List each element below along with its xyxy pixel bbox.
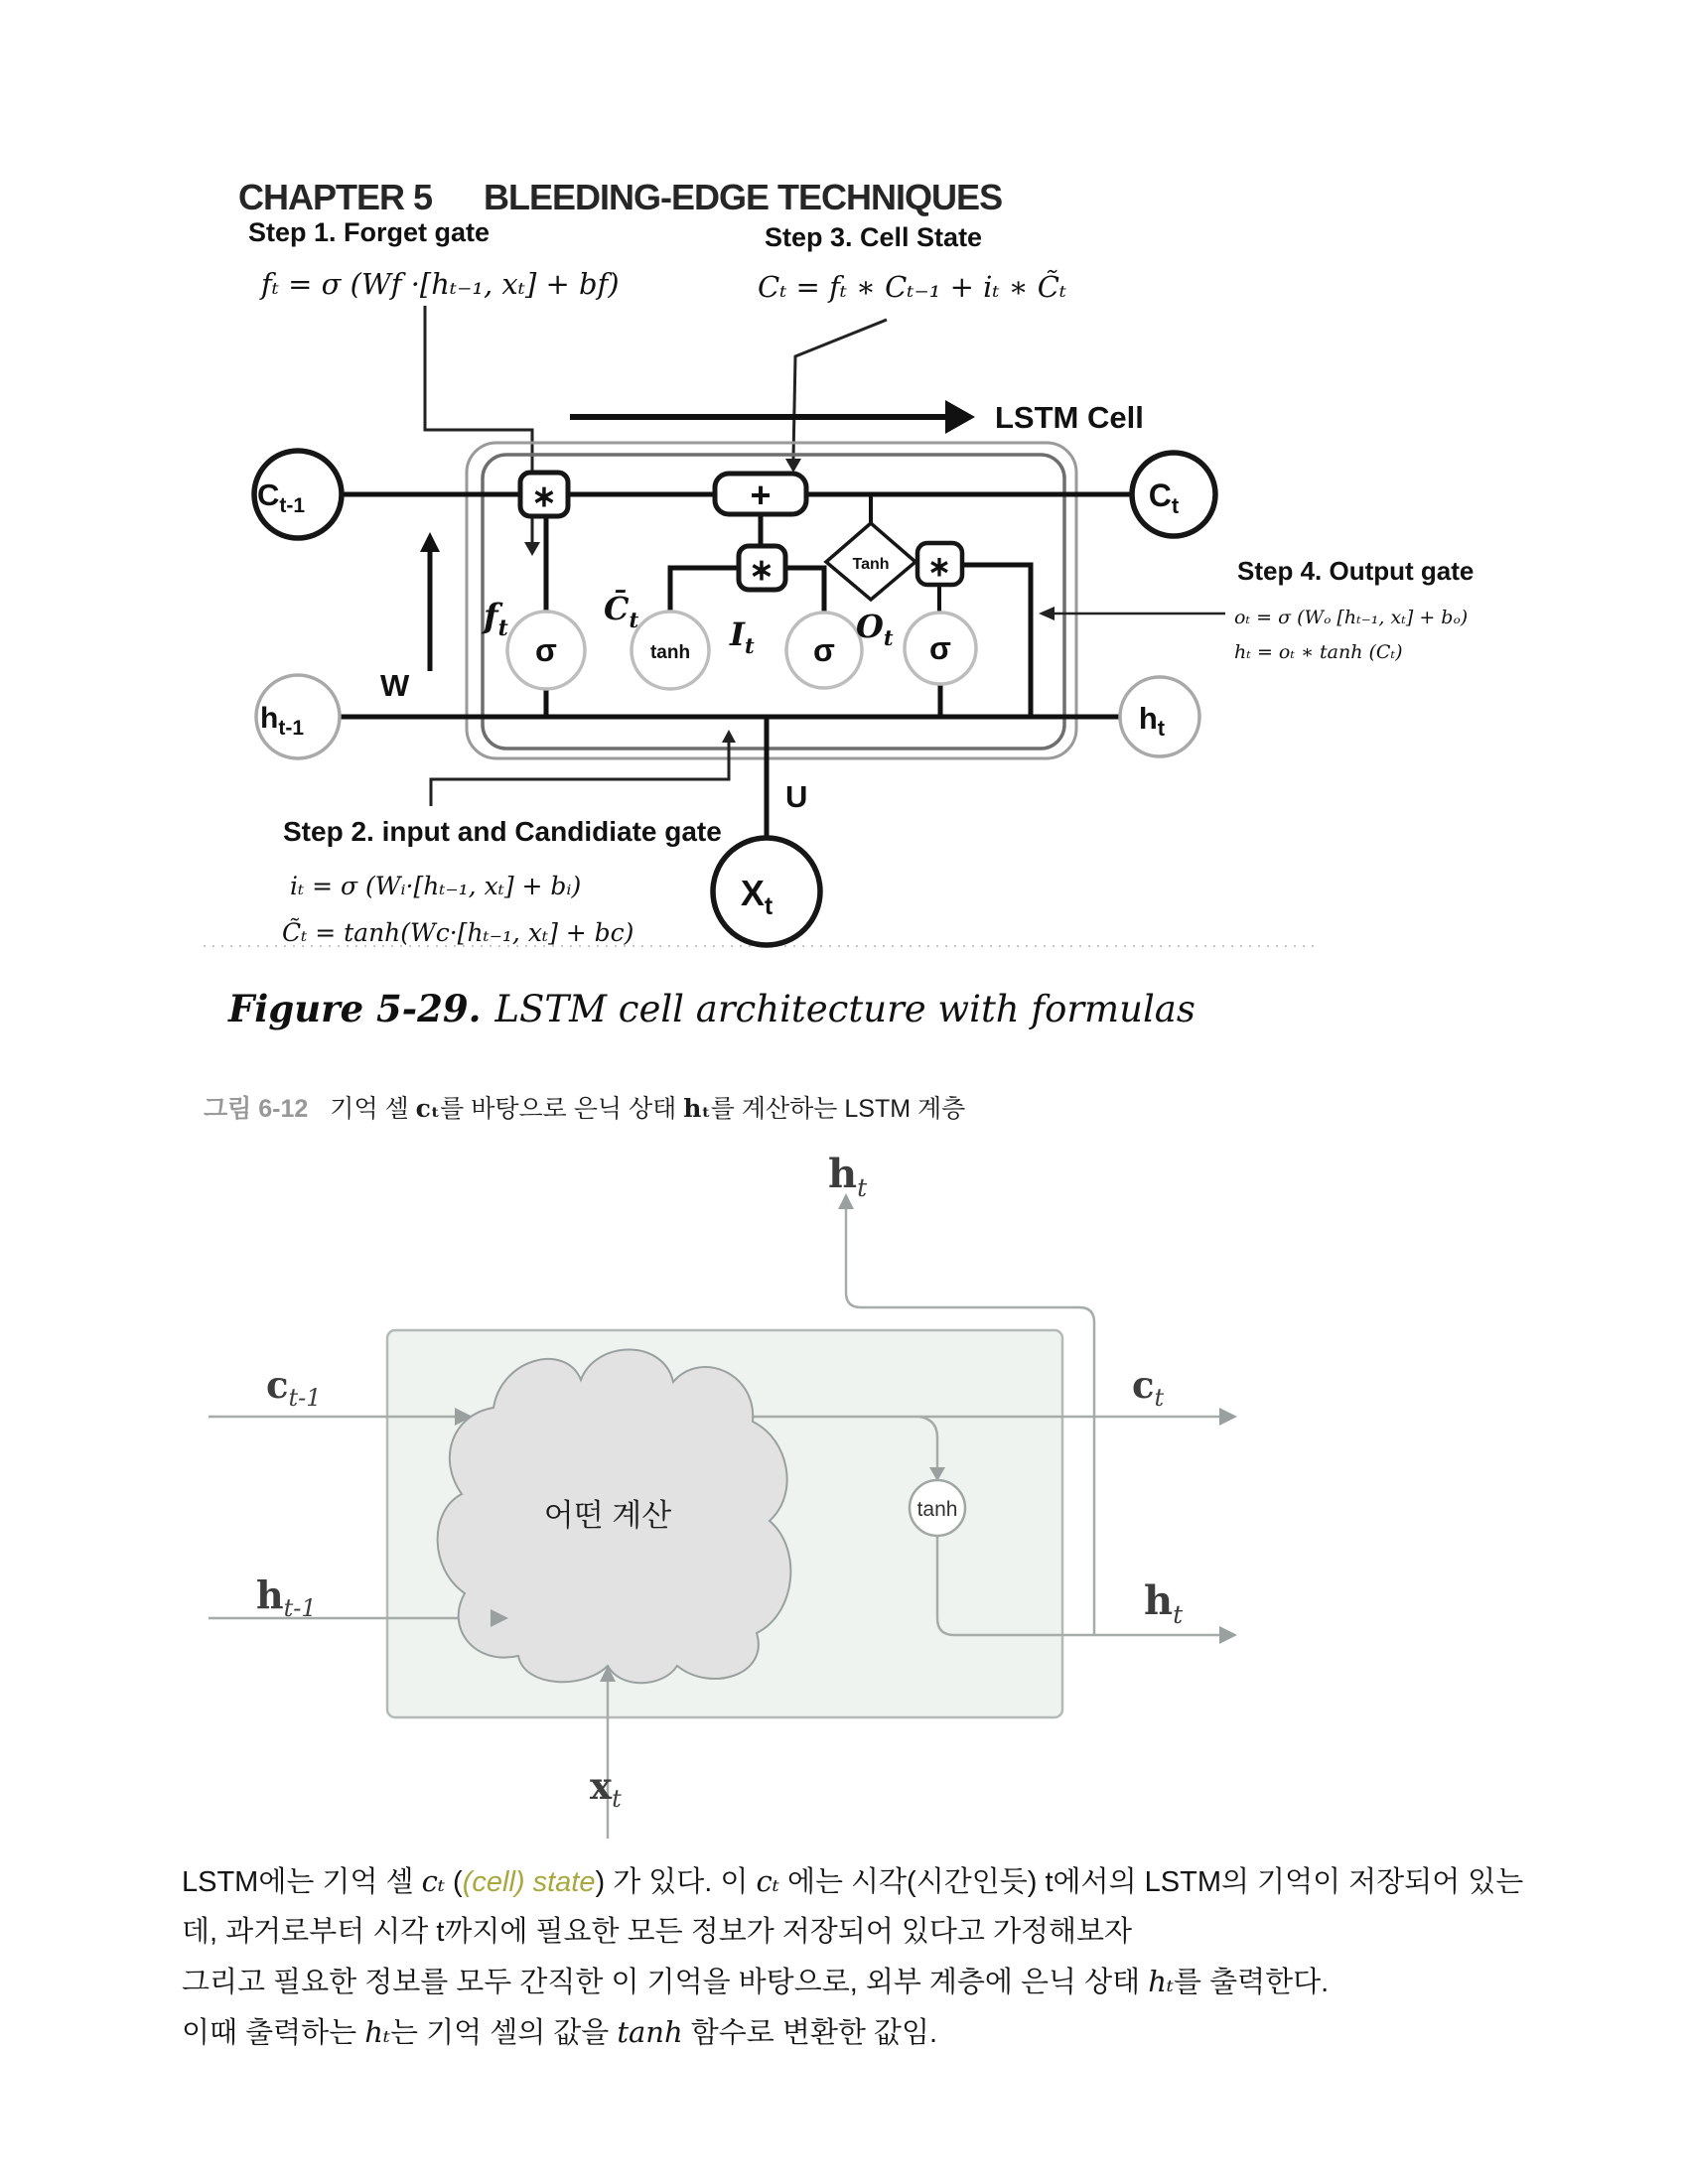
step4-arrowhead-icon [1039, 607, 1055, 620]
step1-connector-line [425, 306, 532, 542]
fig2-xt-label: xt [590, 1764, 622, 1813]
ct1-node-label: $C_{t-1}$ [256, 478, 306, 517]
sigma3-label: σ [929, 630, 951, 666]
step2-arrowhead-icon [722, 730, 736, 743]
fig2-ht-top-label: ht [828, 1151, 868, 1202]
step1-formula: fₜ = σ (Wf ·[hₜ₋₁, xₜ] + bf) [261, 267, 620, 301]
ct-node-label: $C_t$ [1148, 478, 1180, 518]
cloud-text: 어떤 계산 [543, 1498, 672, 1533]
figure2-caption-number: 그림 6-12 [204, 1095, 309, 1123]
p-l1a: LSTM에는 기억 셀 [182, 1866, 422, 1898]
figure2-caption-seg3: 를 계산하는 LSTM 계층 [710, 1095, 966, 1123]
step3-formula: Cₜ = fₜ ∗ Cₜ₋₁ + iₜ ∗ C̃ₜ [758, 270, 1067, 304]
figure2-caption-c: cₜ [415, 1094, 441, 1123]
sigma1-label: σ [535, 632, 557, 668]
step3-connector-line [793, 320, 887, 459]
paragraph-line-1 [182, 1856, 1572, 1907]
figure2-caption-h: hₜ [683, 1094, 711, 1123]
figure2-caption-seg1: 기억 셀 [330, 1095, 416, 1123]
p-l3a: 그리고 필요한 정보를 모두 간직한 이 기억을 바탕으로, 외부 계층에 은닉 상태 [182, 1967, 1149, 1998]
p-l1b-ct: cₜ [421, 1864, 445, 1898]
fig2-ht1-label: ht-1 [256, 1572, 317, 1622]
xt-node [713, 838, 820, 945]
ft-label: $f_t$ [484, 597, 508, 641]
p-l4e: 함수로 변환한 값임. [682, 2017, 938, 2049]
p-l1e: ) 가 있다. 이 [595, 1866, 757, 1898]
figure1-caption [228, 987, 1196, 1030]
p-l1c: ( [445, 1866, 463, 1898]
plus-label: + [750, 475, 772, 515]
figure2-caption [204, 1089, 965, 1125]
p-l4a: 이때 출력하는 [182, 2017, 365, 2049]
cbar-label: $C̄_t$ [604, 590, 639, 632]
tanh-small-label: tanh [916, 1498, 958, 1521]
w-arrowhead-icon [420, 532, 440, 552]
figure1-caption-text: LSTM cell architecture with formulas [494, 988, 1196, 1030]
step2-title: Step 2. input and Candidiate gate [283, 816, 722, 847]
lstm-layer-diagram [209, 1151, 1237, 1839]
p-l2: 데, 과거로부터 시각 t까지에 필요한 모든 정보가 저장되어 있다고 가정해보자 [182, 1916, 1133, 1948]
h-out-arrowhead-icon [1219, 1626, 1237, 1644]
xt-node-label: $X_t$ [740, 873, 774, 920]
u-label: U [785, 779, 808, 814]
w-label: W [380, 668, 410, 703]
ot-label: $O_t$ [856, 608, 894, 650]
figure2-caption-seg2: 를 바탕으로 은닉 상태 [440, 1095, 684, 1123]
fig2-ht-right-label: ht [1144, 1577, 1184, 1629]
paragraph-line-3 [182, 1957, 1572, 2007]
p-l3b-ht: hₜ [1148, 1965, 1175, 1998]
step4-formula2: hₜ = oₜ ∗ tanh (Cₜ) [1234, 641, 1403, 663]
mult2-to-sigma2-line [785, 568, 824, 614]
ht-node-label: $h_t$ [1138, 701, 1166, 741]
fig2-ct1-label: ct-1 [266, 1363, 322, 1412]
p-l3c: 를 출력한다. [1174, 1967, 1330, 1998]
p-l4c: 는 기억 셀의 값을 [390, 2017, 618, 2049]
p-l1f-ct: cₜ [756, 1864, 779, 1898]
lstm-cell-label: LSTM Cell [995, 400, 1144, 435]
figure1-caption-number: Figure 5-29. [228, 987, 482, 1030]
fig2-ct-label: ct [1132, 1363, 1165, 1412]
p-l4b-ht: hₜ [364, 2015, 391, 2049]
p-l1g: 에는 시각(시간인듯) t에서의 LSTM의 기억이 저장되어 있는 [778, 1866, 1524, 1898]
tanh-diamond-label: Tanh [852, 556, 890, 573]
mult2-label: ∗ [749, 554, 774, 587]
it-label: $I_t$ [730, 615, 755, 658]
c-out-arrowhead-icon [1219, 1408, 1237, 1426]
step2-formula1: iₜ = σ (Wᵢ·[hₜ₋₁, xₜ] + bᵢ) [290, 872, 582, 900]
chapter-number: CHAPTER 5 [238, 177, 433, 217]
body-paragraph [182, 1856, 1572, 2058]
mult1-label: ∗ [531, 480, 557, 513]
paragraph-line-4 [182, 2007, 1572, 2058]
step1-arrowhead-icon [524, 542, 540, 556]
lstm-formula-diagram [204, 217, 1474, 947]
tanh-circle-label: tanh [649, 642, 691, 663]
step1-title: Step 1. Forget gate [248, 217, 491, 247]
sigma2-label: σ [813, 632, 835, 668]
step3-arrowhead-icon [785, 459, 801, 473]
p-l4d-tanh: tanh [617, 2015, 683, 2049]
step2-formula2: C̃ₜ = tanh(Wc·[hₜ₋₁, xₜ] + bc) [282, 918, 634, 947]
tanh-to-mult2-line [670, 568, 739, 612]
paragraph-line-2 [182, 1907, 1572, 1957]
mult3-label: ∗ [927, 551, 951, 582]
ht1-node-label: $h_{t-1}$ [260, 702, 304, 740]
step4-title: Step 4. Output gate [1237, 556, 1475, 586]
p-l1d-cell-state: (cell) state [462, 1866, 596, 1898]
lstm-cell-arrowhead-icon [945, 400, 975, 434]
step4-formula1: oₜ = σ (Wₒ [hₜ₋₁, xₜ] + bₒ) [1234, 607, 1469, 628]
step3-title: Step 3. Cell State [765, 222, 983, 252]
chapter-title: BLEEDING-EDGE TECHNIQUES [484, 177, 1003, 217]
